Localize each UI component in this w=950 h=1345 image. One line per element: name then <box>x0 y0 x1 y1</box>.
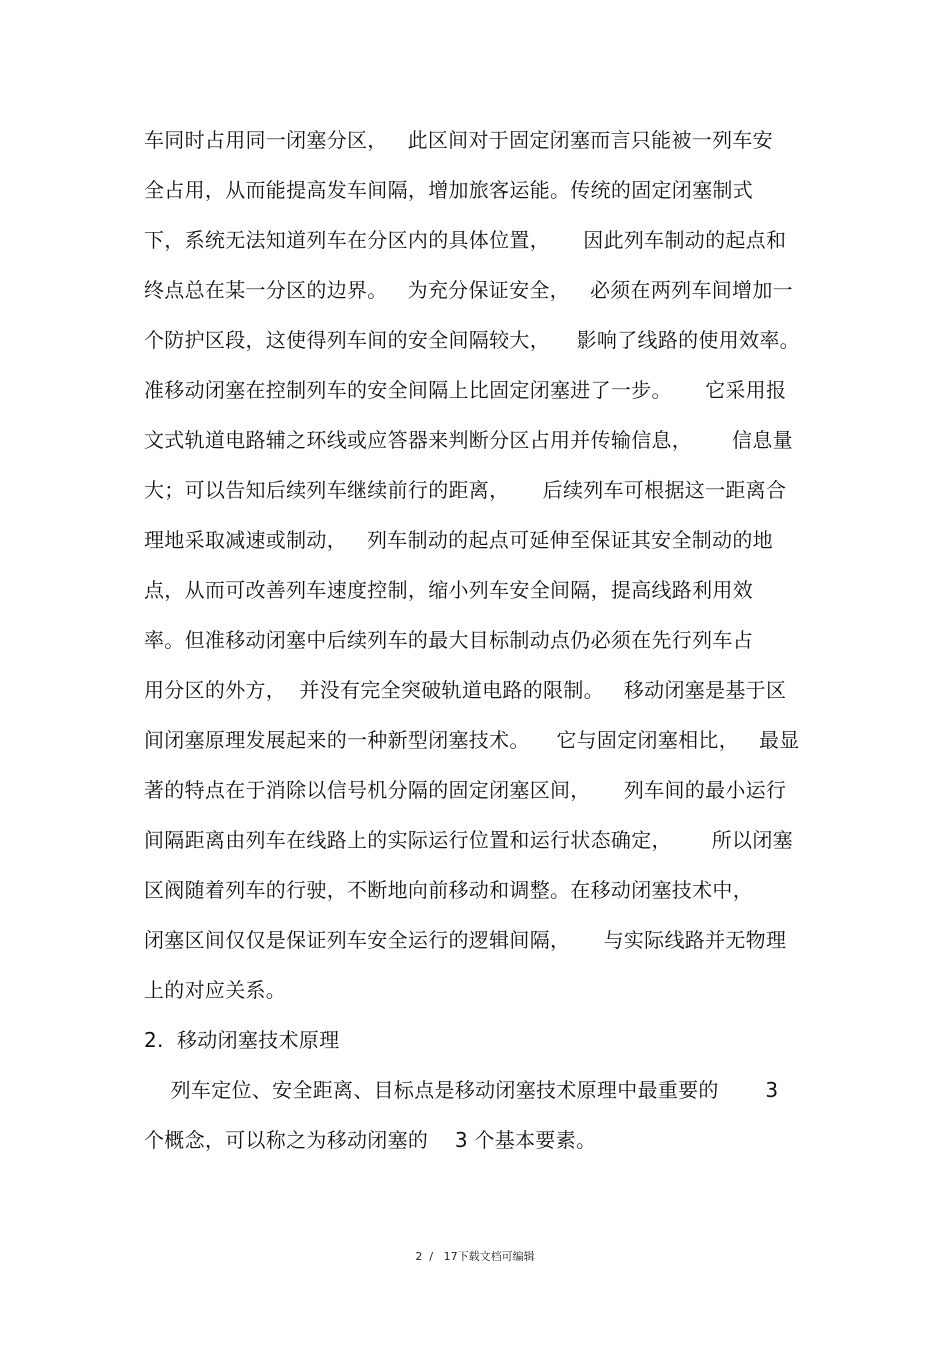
body-line: 著的特点在于消除以信号机分隔的固定闭塞区间， 列车间的最小运行 <box>144 778 787 802</box>
body-line: 理地采取减速或制动， 列车制动的起点可延伸至保证其安全制动的地 <box>144 528 773 552</box>
body-line: 上的对应关系。 <box>144 978 287 1002</box>
body-line: 文式轨道电路辅之环线或应答器来判断分区占用并传输信息， 信息量 <box>144 428 793 452</box>
body-line: 大；可以告知后续列车继续前行的距离， 后续列车可根据这一距离合 <box>144 478 787 502</box>
section-heading: 2. 移动闭塞技术原理 <box>144 1028 340 1052</box>
body-line: 车同时占用同一闭塞分区， 此区间对于固定闭塞而言只能被一列车安 <box>144 128 773 152</box>
body-line: 间隔距离由列车在线路上的实际运行位置和运行状态确定， 所以闭塞 <box>144 828 793 852</box>
body-line: 用分区的外方， 并没有完全突破轨道电路的限制。 移动闭塞是基于区 <box>144 678 787 702</box>
paragraph-line: 列车定位、安全距离、目标点是移动闭塞技术原理中最重要的 3 <box>144 1078 779 1102</box>
body-line: 率。但准移动闭塞中后续列车的最大目标制动点仍必须在先行列车占 <box>144 628 753 652</box>
body-line: 准移动闭塞在控制列车的安全间隔上比固定闭塞进了一步。 它采用报 <box>144 378 787 402</box>
body-line: 间闭塞原理发展起来的一种新型闭塞技术。 它与固定闭塞相比， 最显 <box>144 728 800 752</box>
body-line: 终点总在某一分区的边界。 为充分保证安全， 必须在两列车间增加一 <box>144 278 793 302</box>
paragraph-line: 个概念，可以称之为移动闭塞的 3 个基本要素。 <box>144 1128 597 1152</box>
body-line: 全占用，从而能提高发车间隔，增加旅客运能。传统的固定闭塞制式 <box>144 178 753 202</box>
body-line: 区阀随着列车的行驶，不断地向前移动和调整。在移动闭塞技术中， <box>144 878 753 902</box>
body-line: 点，从而可改善列车速度控制，缩小列车安全间隔，提高线路利用效 <box>144 578 753 602</box>
page-footer: 2 / 17下载文档可编辑 <box>415 1250 535 1263</box>
body-line: 闭塞区间仅仅是保证列车安全运行的逻辑间隔， 与实际线路并无物理 <box>144 928 787 952</box>
body-line: 个防护区段，这使得列车间的安全间隔较大， 影响了线路的使用效率。 <box>144 328 800 352</box>
body-line: 下，系统无法知道列车在分区内的具体位置， 因此列车制动的起点和 <box>144 228 787 252</box>
